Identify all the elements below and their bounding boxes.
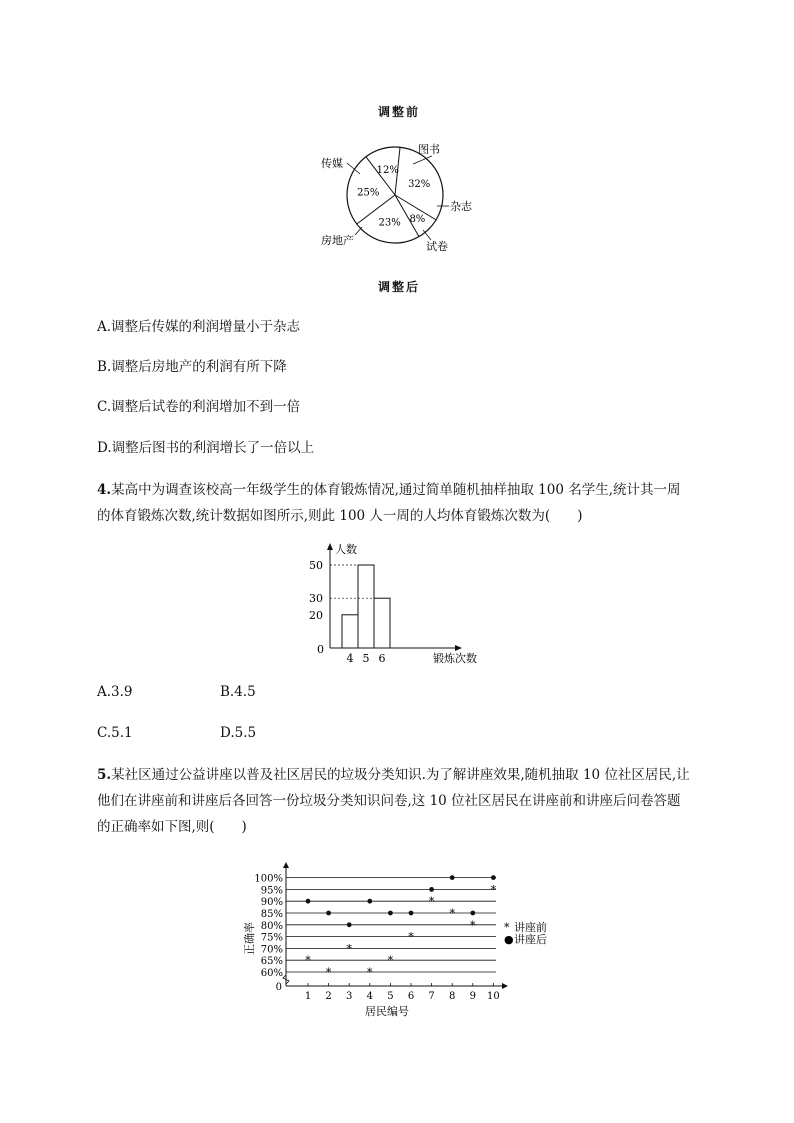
scatter-x-tick: 8	[449, 991, 456, 1002]
scatter-x-tick: 2	[325, 991, 332, 1002]
scatter-point-after	[326, 911, 331, 916]
pie-caption-after: 调整后	[378, 280, 421, 294]
pie-value-label: 23%	[378, 217, 401, 229]
bar-chart	[305, 538, 480, 666]
legend-label: 讲座后	[514, 933, 547, 946]
scatter-y-tick: 65%	[260, 956, 283, 968]
scatter-y-tick: 90%	[260, 897, 283, 909]
scatter-point-before: *	[346, 942, 352, 956]
bar-y-tick: 50	[309, 559, 323, 572]
pie-chart	[300, 130, 500, 260]
pie-value-label: 25%	[357, 187, 380, 199]
scatter-y-tick: 85%	[260, 909, 283, 920]
q4-stem: 4.某高中为调查该校高一年级学生的体育锻炼情况,通过简单随机抽样抽取 100 名学生,统计其一周 的体育锻炼次数,统计数据如图所示,则此 100 人一周的人均体育锻炼次数为( )	[97, 482, 681, 524]
pie-value-label: 12%	[376, 164, 399, 176]
bar	[374, 598, 390, 648]
bar	[342, 615, 358, 648]
q4-number: 4.	[97, 482, 112, 498]
q3-option-d: D.调整后图书的利润增长了一倍以上	[97, 440, 315, 456]
legend-symbol: *	[504, 921, 510, 934]
scatter-x-tick: 3	[346, 991, 353, 1002]
scatter-y-tick: 100%	[254, 873, 283, 885]
scatter-y-tick: 0	[275, 982, 282, 993]
pie-caption-before: 调整前	[378, 105, 421, 119]
scatter-x-tick: 10	[487, 991, 500, 1002]
scatter-point-after	[347, 922, 352, 927]
pie-category-label: 传媒	[321, 157, 343, 170]
scatter-point-before: *	[428, 895, 435, 909]
bar-xlabel: 锻炼次数	[433, 652, 477, 665]
bar-y-tick: 20	[309, 608, 323, 622]
scatter-point-after	[409, 911, 414, 916]
scatter-point-before: *	[325, 966, 332, 979]
q4-option-c: C.5.1	[97, 725, 133, 741]
scatter-x-tick: 9	[469, 991, 476, 1002]
bar-ylabel: 人数	[335, 543, 357, 556]
scatter-point-before: *	[305, 954, 311, 968]
scatter-y-tick: 80%	[260, 920, 283, 932]
q5-number: 5.	[97, 767, 112, 783]
scatter-point-after	[306, 899, 311, 904]
q4-option-b: B.4.5	[220, 684, 256, 700]
scatter-chart	[240, 860, 570, 1020]
scatter-x-tick: 4	[366, 991, 373, 1002]
bar-x-tick: 6	[378, 652, 386, 665]
scatter-x-tick: 7	[428, 991, 435, 1002]
scatter-point-before: *	[387, 954, 394, 968]
legend-label: 讲座前	[514, 921, 547, 934]
pie-value-label: 8%	[409, 213, 426, 225]
scatter-point-before: *	[470, 918, 476, 932]
scatter-y-tick: 70%	[260, 944, 283, 956]
legend-symbol: ●	[504, 933, 514, 946]
bar-y-tick: 30	[309, 592, 323, 606]
scatter-x-tick: 1	[304, 991, 312, 1002]
q3-option-b: B.调整后房地产的利润有所下降	[97, 359, 287, 375]
bar-origin: 0	[317, 643, 324, 656]
scatter-xlabel: 居民编号	[365, 1005, 409, 1018]
scatter-point-after	[491, 875, 496, 880]
bar-x-tick: 4	[346, 652, 354, 665]
bar-x-tick: 5	[362, 652, 370, 665]
scatter-x-tick: 6	[407, 991, 415, 1002]
scatter-point-before: *	[449, 907, 455, 920]
scatter-point-before: *	[367, 966, 373, 979]
pie-category-label: 图书	[418, 143, 440, 156]
scatter-y-tick: 60%	[260, 968, 283, 979]
scatter-point-after	[470, 911, 475, 916]
q4-option-a: A.3.9	[97, 684, 133, 700]
q3-option-a: A.调整后传媒的利润增量小于杂志	[97, 319, 301, 335]
pie-category-label: 试卷	[426, 240, 448, 253]
scatter-ylabel: 正确率	[243, 922, 256, 955]
scatter-point-after	[429, 887, 434, 892]
scatter-point-after	[388, 911, 393, 916]
q3-option-c: C.调整后试卷的利润增加不到一倍	[97, 399, 301, 415]
pie-category-label: 房地产	[321, 234, 354, 247]
scatter-y-tick: 75%	[260, 932, 283, 944]
pie-leader-line	[413, 156, 432, 164]
bar	[358, 565, 374, 648]
q5-stem: 5.某社区通过公益讲座以普及社区居民的垃圾分类知识.为了解讲座效果,随机抽取 10 位社区居民,让 他们在讲座前和讲座后各回答一份垃圾分类知识问卷,这 10 位社区居民在讲座前和讲座后问卷答题 的正确率如下图,则( )	[97, 767, 690, 835]
q4-option-d: D.5.5	[220, 725, 257, 741]
scatter-point-after	[367, 899, 372, 904]
scatter-y-tick: 95%	[260, 885, 283, 897]
pie-value-label: 32%	[408, 178, 431, 190]
scatter-x-tick: 5	[387, 991, 394, 1002]
scatter-point-before: *	[408, 930, 414, 944]
scatter-point-after	[450, 875, 455, 880]
pie-leader-line	[355, 227, 362, 235]
scatter-point-before: *	[490, 883, 497, 897]
pie-category-label: 杂志	[450, 200, 472, 213]
